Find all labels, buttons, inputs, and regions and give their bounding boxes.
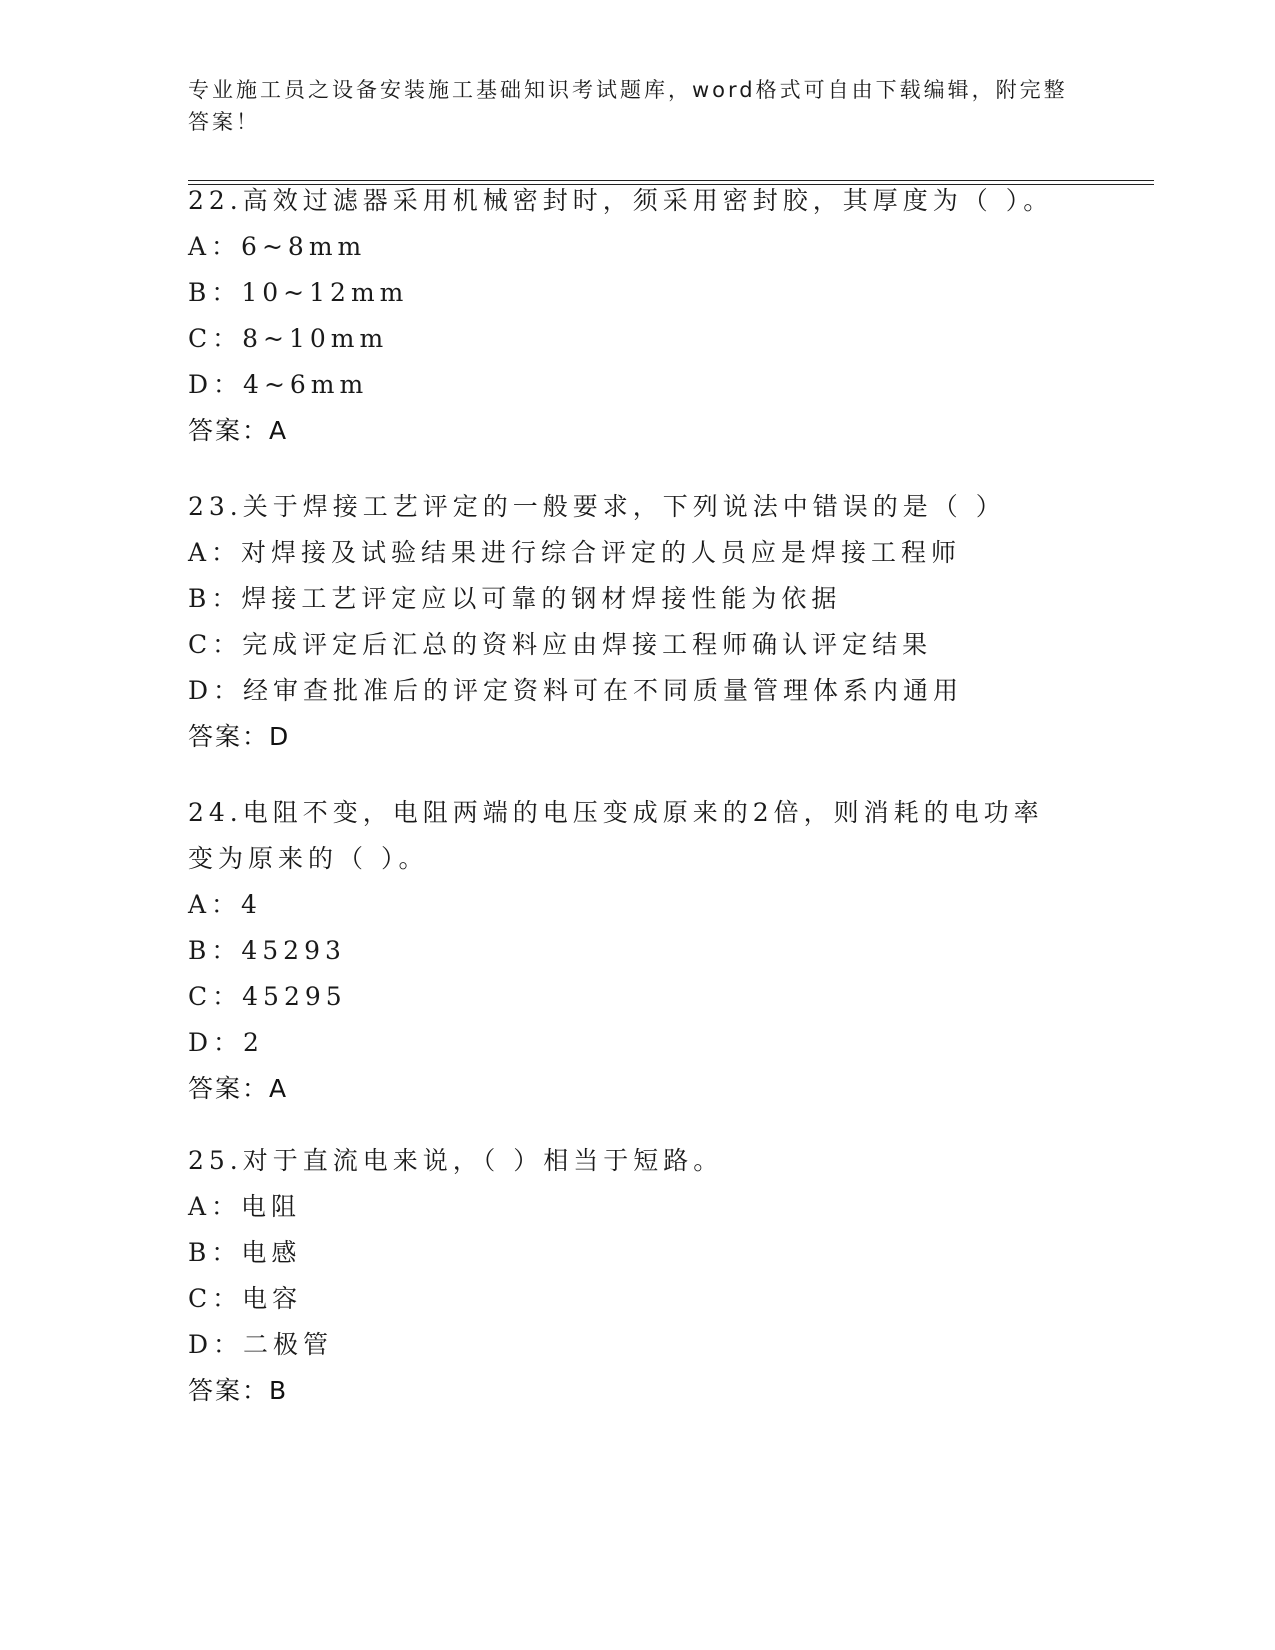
- question-stem: 25.对于直流电来说，（ ）相当于短路。: [188, 1146, 724, 1175]
- question-stem: 24.电阻不变，电阻两端的电压变成原来的2倍，则消耗的电功率变为原来的（ ）。: [188, 798, 1044, 873]
- option-c: C：完成评定后汇总的资料应由焊接工程师确认评定结果: [188, 630, 933, 659]
- answer-line: 答案：B: [188, 1376, 289, 1405]
- option-c: C：45295: [188, 982, 347, 1011]
- question-23: [188, 484, 1088, 760]
- option-c: C：8~10mm: [188, 324, 389, 353]
- option-a: A：4: [188, 890, 262, 919]
- option-d: D：2: [188, 1028, 264, 1057]
- option-d: D：4~6mm: [188, 370, 369, 399]
- option-b: B：45293: [188, 936, 346, 965]
- option-d: D：二极管: [188, 1330, 334, 1359]
- option-a: A：对焊接及试验结果进行综合评定的人员应是焊接工程师: [188, 538, 962, 567]
- question-stem: 23.关于焊接工艺评定的一般要求，下列说法中错误的是（ ）: [188, 492, 1006, 521]
- document-header: 专业施工员之设备安装施工基础知识考试题库，word格式可自由下载编辑，附完整答案！: [188, 78, 1068, 134]
- question-24: [188, 790, 1068, 1112]
- option-a: A：电阻: [188, 1192, 302, 1221]
- answer-line: 答案：A: [188, 1074, 289, 1103]
- answer-line: 答案：A: [188, 416, 289, 445]
- option-b: B：电感: [188, 1238, 302, 1267]
- question-22: [188, 178, 1088, 454]
- option-b: B：10~12mm: [188, 278, 409, 307]
- answer-line: 答案：D: [188, 722, 291, 751]
- option-b: B：焊接工艺评定应以可靠的钢材焊接性能为依据: [188, 584, 842, 613]
- question-stem: 22.高效过滤器采用机械密封时，须采用密封胶，其厚度为（ ）。: [188, 186, 1054, 215]
- question-25: [188, 1138, 1088, 1414]
- option-c: C：电容: [188, 1284, 303, 1313]
- option-a: A：6~8mm: [188, 232, 367, 261]
- option-d: D：经审查批准后的评定资料可在不同质量管理体系内通用: [188, 676, 964, 705]
